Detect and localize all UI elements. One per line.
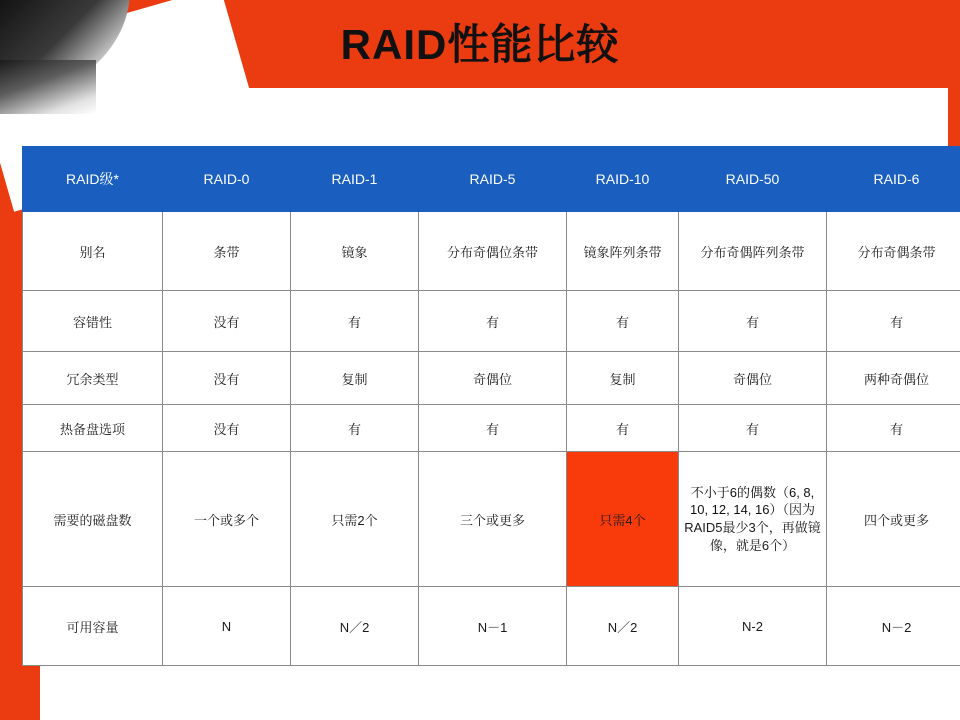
column-header-raid6: RAID-6 [827,147,960,212]
cell-redundancy-raid5: 奇偶位 [419,352,567,405]
cell-alias-raid6: 分布奇偶条带 [827,212,960,291]
table-row [23,352,960,405]
cell-hotspare-raid5: 有 [419,405,567,452]
cell-alias-raid10: 镜象阵列条带 [567,212,679,291]
cell-capacity-raid6: N－2 [827,587,960,666]
cell-redundancy-raid50: 奇偶位 [679,352,827,405]
column-header-raid50: RAID-50 [679,147,827,212]
cell-redundancy-raid10: 复制 [567,352,679,405]
table-row [23,452,960,587]
row-label-redundancy-type: 冗余类型 [23,352,163,405]
cell-fault-raid1: 有 [291,291,419,352]
page-title: RAID性能比较 [340,21,620,68]
cell-alias-raid50: 分布奇偶阵列条带 [679,212,827,291]
cell-capacity-raid0: N [163,587,291,666]
raid-comparison-table [22,146,960,666]
row-label-fault-tolerance: 容错性 [23,291,163,352]
cell-hotspare-raid10: 有 [567,405,679,452]
raid-comparison-table-wrapper [22,146,938,666]
cell-fault-raid5: 有 [419,291,567,352]
table-row [23,212,960,291]
cell-disks-raid10-highlighted: 只需4个 [567,452,679,587]
note-plain-text: 不小于6的偶数（6, 8, 10, 12, 14, 16） [689,484,815,518]
cell-fault-raid50: 有 [679,291,827,352]
cell-disks-raid5: 三个或更多 [419,452,567,587]
cell-disks-raid1: 只需2个 [291,452,419,587]
cell-alias-raid5: 分布奇偶位条带 [419,212,567,291]
cell-fault-raid0: 没有 [163,291,291,352]
cell-fault-raid10: 有 [567,291,679,352]
cell-disks-raid50-note [679,452,827,587]
cell-disks-raid0: 一个或多个 [163,452,291,587]
table-header-row [23,147,960,212]
cell-hotspare-raid1: 有 [291,405,419,452]
table-row [23,291,960,352]
table-row [23,587,960,666]
cell-alias-raid1: 镜象 [291,212,419,291]
column-header-raid5: RAID-5 [419,147,567,212]
cell-fault-raid6: 有 [827,291,960,352]
cell-hotspare-raid0: 没有 [163,405,291,452]
column-header-level: RAID级* [23,147,163,212]
note-red-text: （因为RAID5最少3个，再做镜像，就是6个） [684,502,821,553]
cell-disks-raid6: 四个或更多 [827,452,960,587]
column-header-raid1: RAID-1 [291,147,419,212]
cell-redundancy-raid1: 复制 [291,352,419,405]
cell-capacity-raid5: N－1 [419,587,567,666]
row-label-alias: 别名 [23,212,163,291]
cell-redundancy-raid6: 两种奇偶位 [827,352,960,405]
row-label-hot-spare: 热备盘选项 [23,405,163,452]
row-label-disk-count: 需要的磁盘数 [23,452,163,587]
cell-redundancy-raid0: 没有 [163,352,291,405]
cell-capacity-raid1: N／2 [291,587,419,666]
cell-alias-raid0: 条带 [163,212,291,291]
cell-hotspare-raid6: 有 [827,405,960,452]
cell-capacity-raid10: N／2 [567,587,679,666]
cell-capacity-raid50: N-2 [679,587,827,666]
table-row [23,405,960,452]
row-label-usable-capacity: 可用容量 [23,587,163,666]
column-header-raid0: RAID-0 [163,147,291,212]
cell-hotspare-raid50: 有 [679,405,827,452]
column-header-raid10: RAID-10 [567,147,679,212]
